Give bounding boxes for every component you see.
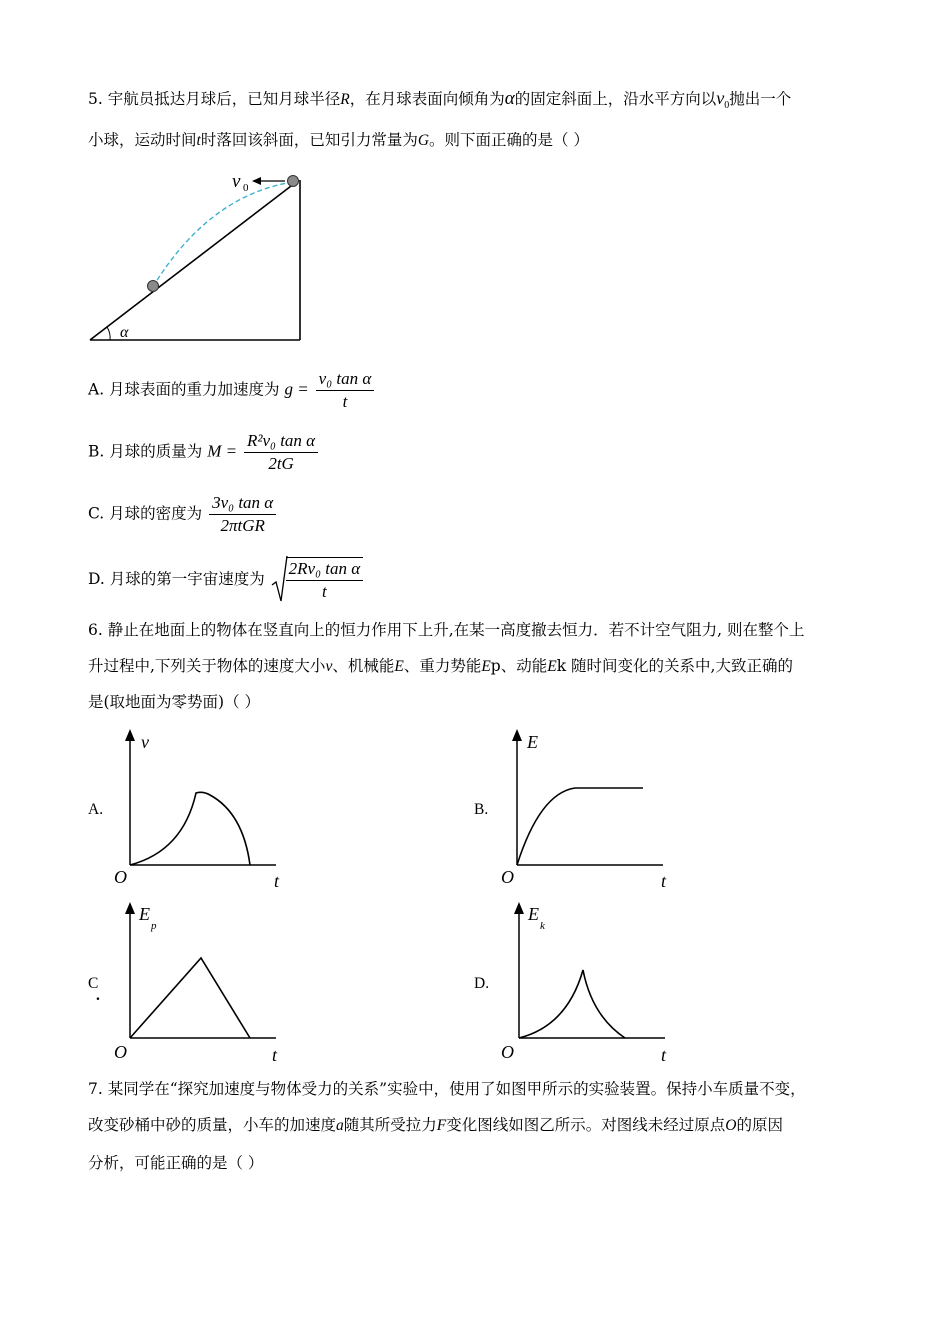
q6-line2: 升过程中,下列关于物体的速度大小v、机械能E、重力势能Ep、动能Ek 随时间变化的关系中,大致正确的 <box>88 657 793 675</box>
q7-line1: 7. 某同学在“探究加速度与物体受力的关系”实验中，使用了如图甲所示的实验装置。保持小车质量不变， <box>88 1080 806 1098</box>
sqrt-sign <box>270 555 366 605</box>
graph-d-x-label: t <box>661 1045 667 1065</box>
graph-c-y-sub: p <box>151 920 157 932</box>
q5-line1: 5. 宇航员抵达月球后，已知月球半径R，在月球表面向倾角为α的固定斜面上，沿水平方向以$v_0$抛出一个 <box>88 88 792 112</box>
curve-d <box>519 970 625 1038</box>
velocity-arrowhead <box>252 177 261 185</box>
graph-d-origin: O <box>501 1042 514 1062</box>
q5-line2: 小球，运动时间t时落回该斜面，已知引力常量为G。则下面正确的是（ ） <box>88 131 589 149</box>
q7-line2: 改变砂桶中砂的质量，小车的加速度a随其所受拉力F变化图线如图乙所示。对图线未经过原点O的原因 <box>88 1116 783 1134</box>
graph-a-label: A. <box>88 801 104 818</box>
graph-c-origin: O <box>114 1042 127 1062</box>
incline-figure <box>80 165 320 350</box>
q6-line3: 是(取地面为零势面)（ ） <box>88 693 261 711</box>
graph-a-origin: O <box>114 867 127 887</box>
graph-c-dot: . <box>96 987 100 1004</box>
v0-label: v <box>232 171 241 192</box>
graph-a <box>108 725 293 895</box>
trajectory-path <box>154 182 293 285</box>
graph-d <box>497 898 682 1068</box>
y-arrow-icon <box>514 902 524 914</box>
y-arrow-icon <box>125 902 135 914</box>
curve-c <box>130 958 250 1038</box>
graph-a-y-label: v <box>141 732 149 752</box>
ball-start <box>288 176 299 187</box>
incline-line <box>90 183 295 340</box>
graph-c-label: C <box>88 975 99 992</box>
q6-line1: 6. 静止在地面上的物体在竖直向上的恒力作用下上升,在某一高度撤去恒力．若不计空气阻力, 则在整个上 <box>88 621 805 639</box>
angle-arc <box>107 327 110 340</box>
option-a-fraction: $\frac{\text{v₀ tan α}}{t}$ <box>316 368 375 413</box>
graph-c-y-label: E <box>139 904 150 924</box>
graph-d-y-sub: k <box>540 920 545 932</box>
graph-c <box>108 898 293 1068</box>
v0-sub: 0 <box>243 182 249 194</box>
graph-b-y-label: E <box>527 732 538 752</box>
curve-a <box>130 792 250 865</box>
q5-option-a: A. 月球表面的重力加速度为 g = $\frac{\text{v₀ tan α}}{t}$ <box>88 368 376 413</box>
q5-option-c: C. 月球的密度为 $\frac{\text{3v₀ tan α}}{\text{2πtGR}}$ <box>88 492 278 537</box>
option-b-fraction: $\frac{\text{R²v₀ tan α}}{2tG}$ <box>244 430 318 475</box>
q5-option-d: D. 月球的第一宇宙速度为 $\frac{\text{2Rv₀ tan α}}{t}$ <box>88 555 365 605</box>
graph-b-x-label: t <box>661 871 667 891</box>
q5-option-b: B. 月球的质量为 M = $\frac{\text{R²v₀ tan α}}{2tG}$ <box>88 430 320 475</box>
graph-b-label: B. <box>474 801 489 818</box>
curve-b <box>517 788 643 865</box>
option-d-fraction: $\frac{\text{2Rv₀ tan α}}{t}$ <box>286 557 364 603</box>
graph-d-y-label: E <box>528 904 539 924</box>
y-arrow-icon <box>125 729 135 741</box>
option-c-fraction: $\frac{\text{3v₀ tan α}}{\text{2πtGR}}$ <box>209 492 276 537</box>
y-arrow-icon <box>512 729 522 741</box>
graph-b <box>495 725 680 895</box>
q7-line3: 分析，可能正确的是（ ） <box>88 1154 264 1172</box>
graph-b-origin: O <box>501 867 514 887</box>
ball-land <box>148 281 159 292</box>
graph-c-x-label: t <box>272 1045 278 1065</box>
graph-d-label: D. <box>474 975 490 992</box>
alpha-label: α <box>120 324 129 341</box>
graph-a-x-label: t <box>274 871 280 891</box>
